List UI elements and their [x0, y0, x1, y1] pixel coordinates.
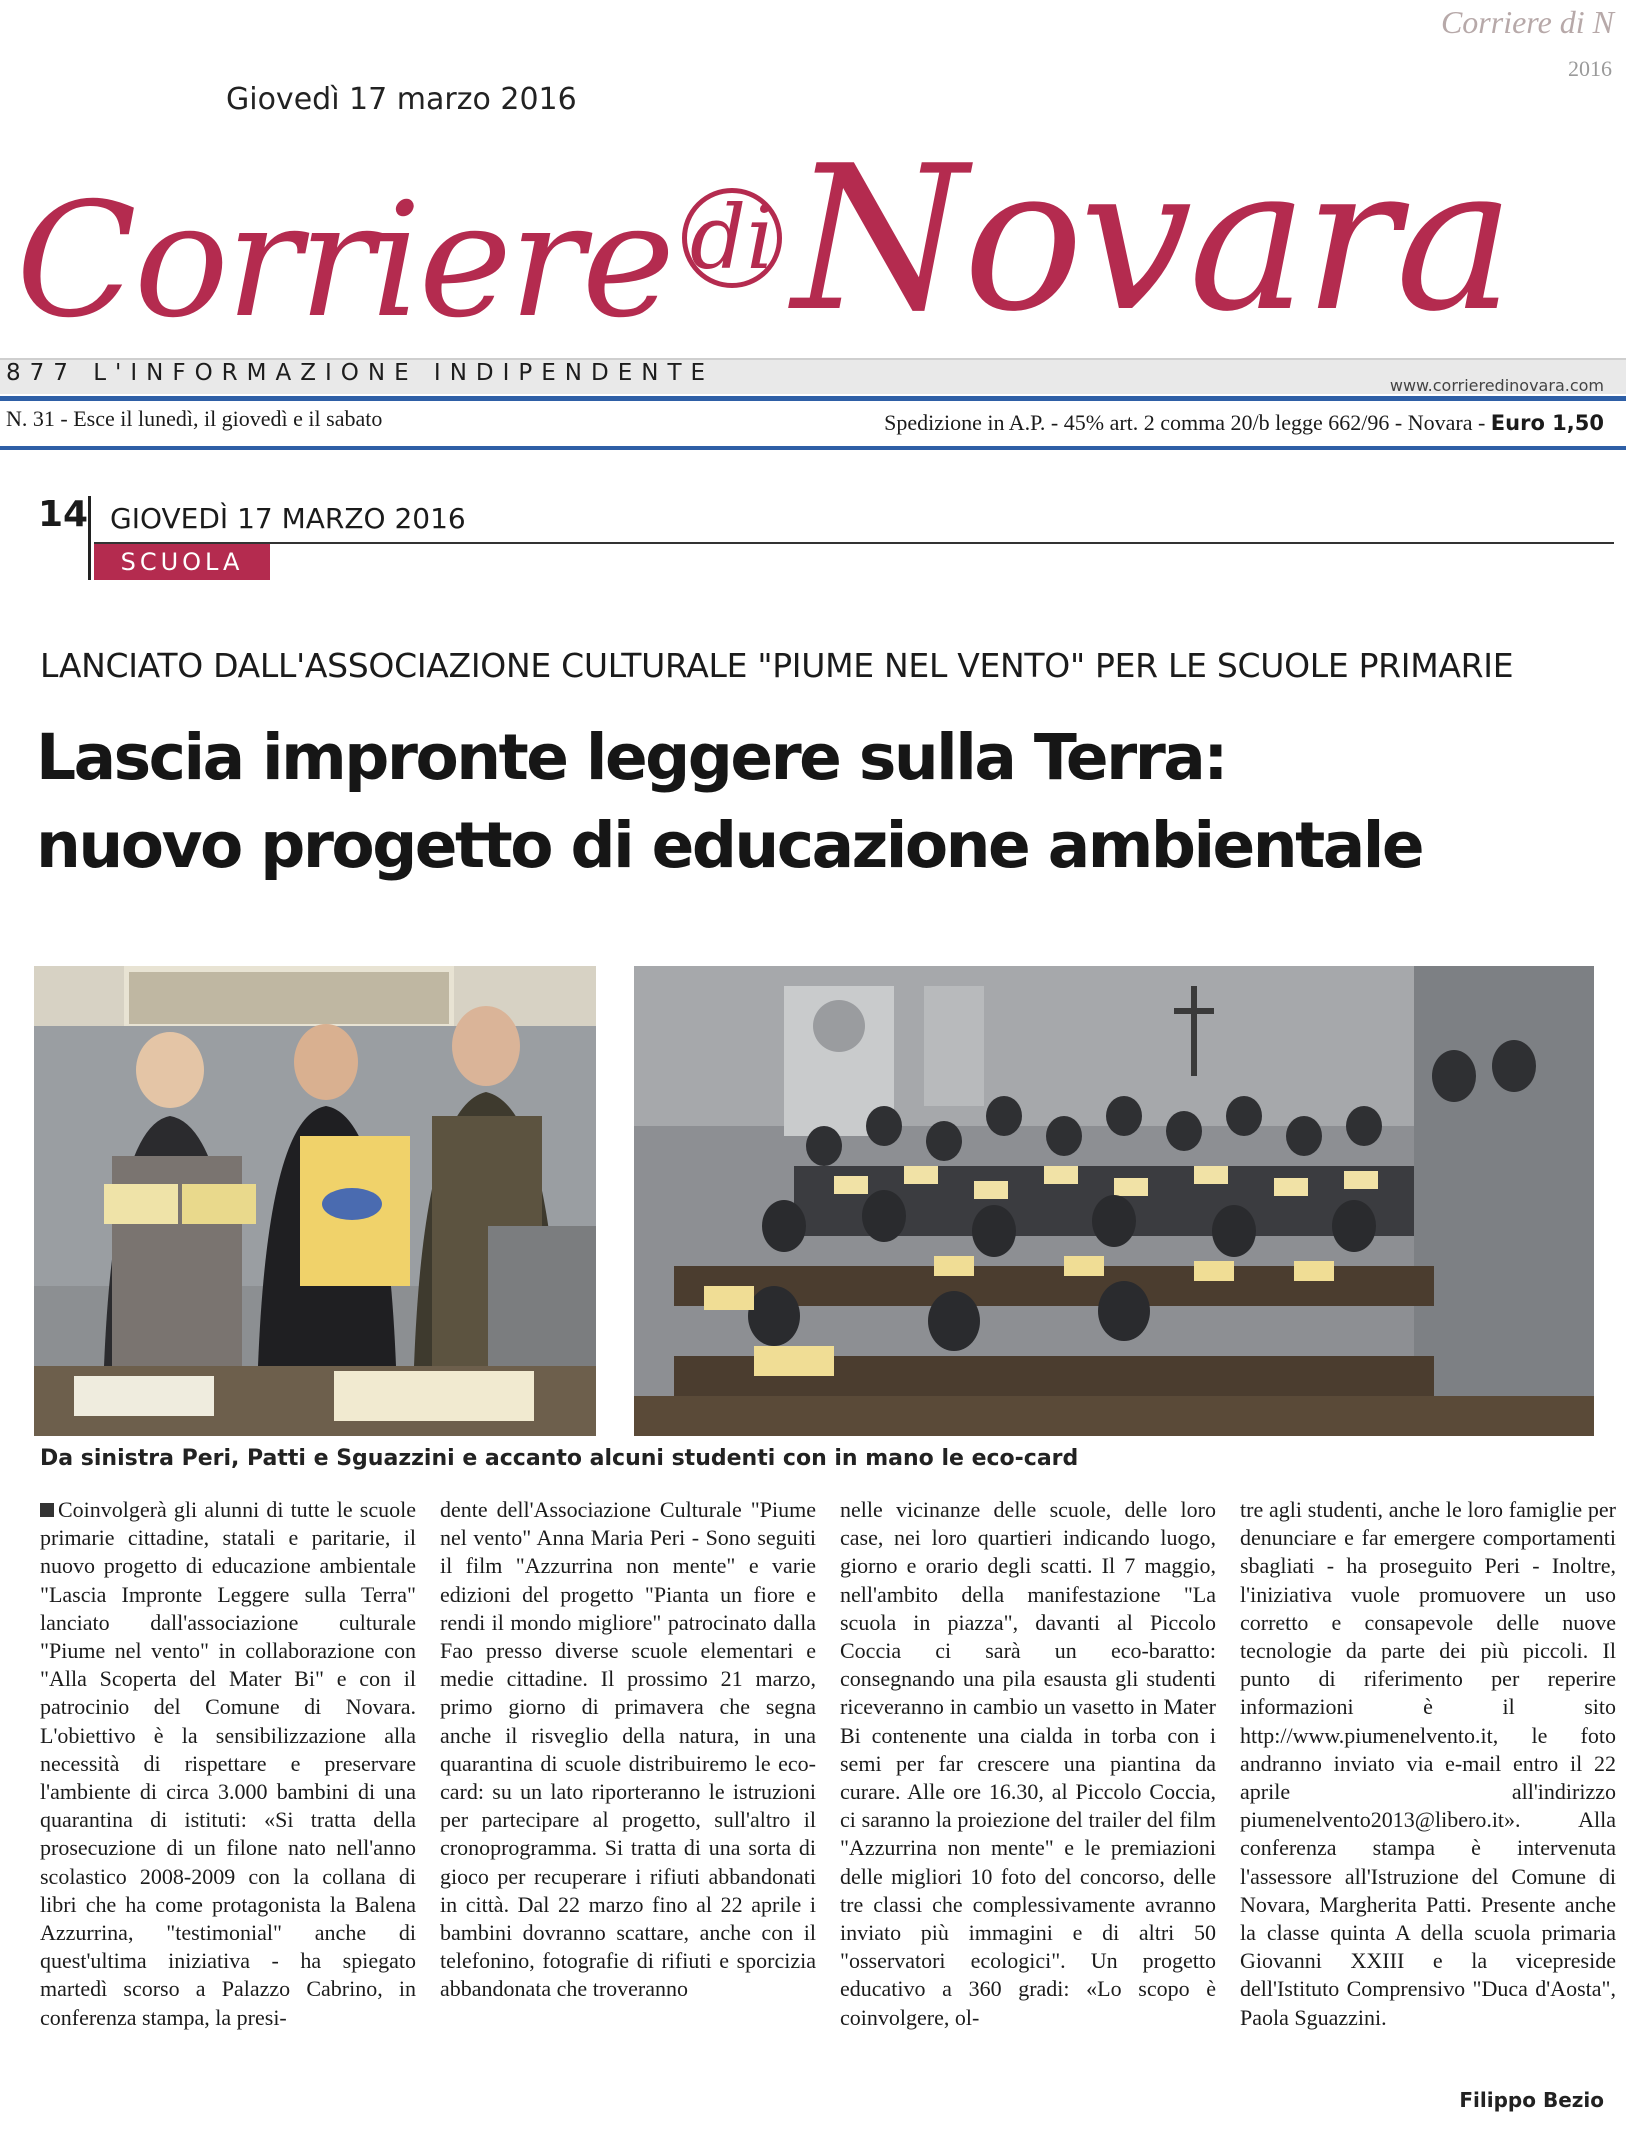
lead-square-icon	[40, 1503, 54, 1517]
photo-presenters	[34, 966, 596, 1436]
headline-line-1: Lascia impronte leggere sulla Terra:	[36, 721, 1226, 794]
article-headline	[36, 714, 1616, 890]
headline-line-2: nuovo progetto di educazione ambientale	[36, 809, 1423, 882]
photo-presenters-image	[34, 966, 596, 1436]
masthead-title-part1: Corriere	[16, 169, 673, 353]
masthead-website: www.corrieredinovara.com	[1389, 376, 1604, 395]
price: Euro 1,50	[1490, 411, 1604, 435]
photo-students-image	[634, 966, 1594, 1436]
masthead-corner-text: Corriere di N	[1440, 4, 1614, 40]
article-body	[40, 1496, 1616, 2082]
section-date: GIOVEDÌ 17 MARZO 2016	[110, 502, 466, 535]
section-tag: SCUOLA	[94, 544, 270, 580]
column-1-text: Coinvolgerà gli alunni di tutte le scuole primarie cittadine, statali e paritarie, il nuovo progetto di educazione ambientale "Lascia Impronte Leggere sulla Terra" lanciato dall'associazione culturale "Piume nel vento" in collaborazione con "Alla Scoperta del Mater Bi" e con il patrocinio del Comune di Novara. L'obiettivo è la sensibilizzazione alla necessità di rispettare e preservare l'ambiente di circa 3.000 bambini di una quarantina di istituti: «Si tratta della prosecuzione di un filone nato nell'anno scolastico 2008-2009 con la collana di libri che ha come protagonista la Balena Azzurrina, "testimonial" anche di quest'ultima iniziativa - ha spiegato martedì scorso a Palazzo Cabrino, in conferenza stampa, la presi-	[40, 1497, 416, 2030]
masthead-bottom-rule	[0, 446, 1626, 450]
masthead-date: Giovedì 17 marzo 2016	[226, 82, 577, 117]
shipping-text: Spedizione in A.P. - 45% art. 2 comma 20/b legge 662/96 - Novara -	[884, 410, 1491, 435]
page-number-divider	[88, 496, 91, 580]
masthead-title	[16, 120, 1511, 356]
masthead-rule	[0, 396, 1626, 401]
article-column-1	[40, 1496, 416, 2082]
page-number: 14	[38, 494, 89, 535]
shipping-info	[884, 410, 1604, 436]
photo-caption: Da sinistra Peri, Patti e Sguazzini e accanto alcuni studenti con in mano le eco-card	[40, 1446, 1079, 1471]
masthead-corner-subtext: 2016	[1568, 56, 1612, 81]
article-column-3: nelle vicinanze delle scuole, delle loro case, nei loro quartieri indicando luogo, giorno e orario degli scatti. Il 7 maggio, nell'ambito della manifestazione "La scuola in piazza", davanti al Piccolo Coccia ci sarà un eco-baratto: consegnando una pila esausta gli studenti riceveranno in cambio un vasetto in Mater Bi contenente una cialda in torba con i semi per far crescere una piantina da curare. Alle ore 16.30, al Piccolo Coccia, ci saranno la proiezione del trailer del film "Azzurrina non mente" e le premiazioni delle migliori 10 foto del concorso, delle tre classi che complessivamente avranno inviato più immagini e di altri 50 "osservatori ecologici". Un progetto educativo a 360 gradi: «Lo scopo è coinvolgere, ol-	[840, 1497, 1216, 2030]
article-byline: Filippo Bezio	[1459, 2088, 1604, 2112]
masthead-title-part2: di	[682, 188, 782, 288]
article-column-2: dente dell'Associazione Culturale "Piume nel vento" Anna Maria Peri - Sono seguiti il film "Azzurrina non mente" e varie edizioni del progetto "Pianta un fiore e rendi il mondo migliore" patrocinato dalla Fao presso diverse scuole elementari e medie cittadine. Il prossimo 21 marzo, primo giorno di primavera che segna anche il risveglio della natura, in una quarantina di scuole distribuiremo le eco-card: su un lato riporteranno le istruzioni per partecipare al progetto, sull'altro il cronoprogramma. Si tratta di una sorta di gioco per recuperare i rifiuti abbandonati in città. Dal 22 marzo fino al 22 aprile i bambini dovranno scattare, anche con il telefonino, fotografie di rifiuti e sporcizia abbandonata che troveranno	[440, 1497, 816, 2002]
issue-info: N. 31 - Esce il lunedì, il giovedì e il sabato	[6, 406, 383, 431]
masthead-title-part3: Novara	[792, 123, 1511, 356]
photo-students	[634, 966, 1594, 1436]
masthead-tagline: 877 L'INFORMAZIONE INDIPENDENTE	[6, 360, 715, 386]
article-column-4: tre agli studenti, anche le loro famiglie per denunciare e far emergere comportamenti sbagliati - ha proseguito Peri - Inoltre, l'iniziativa vuole promuovere un uso corretto e consapevole delle nuove tecnologie da parte dei più piccoli. Il punto di riferimento per reperire informazioni è il sito http://www.piumenelvento.it, le foto andranno inviato via e-mail entro il 22 aprile all'indirizzo piumenelvento2013@libero.it». Alla conferenza stampa è intervenuta l'assessore all'Istruzione del Comune di Novara, Margherita Patti. Presente anche la classe quinta A della scuola primaria Giovanni XXIII e la vicepreside dell'Istituto Comprensivo "Duca d'Aosta", Paola Sguazzini.	[1240, 1497, 1616, 2030]
section-rule	[94, 542, 1614, 544]
article-kicker: LANCIATO DALL'ASSOCIAZIONE CULTURALE "PIUME NEL VENTO" PER LE SCUOLE PRIMARIE	[40, 646, 1514, 685]
